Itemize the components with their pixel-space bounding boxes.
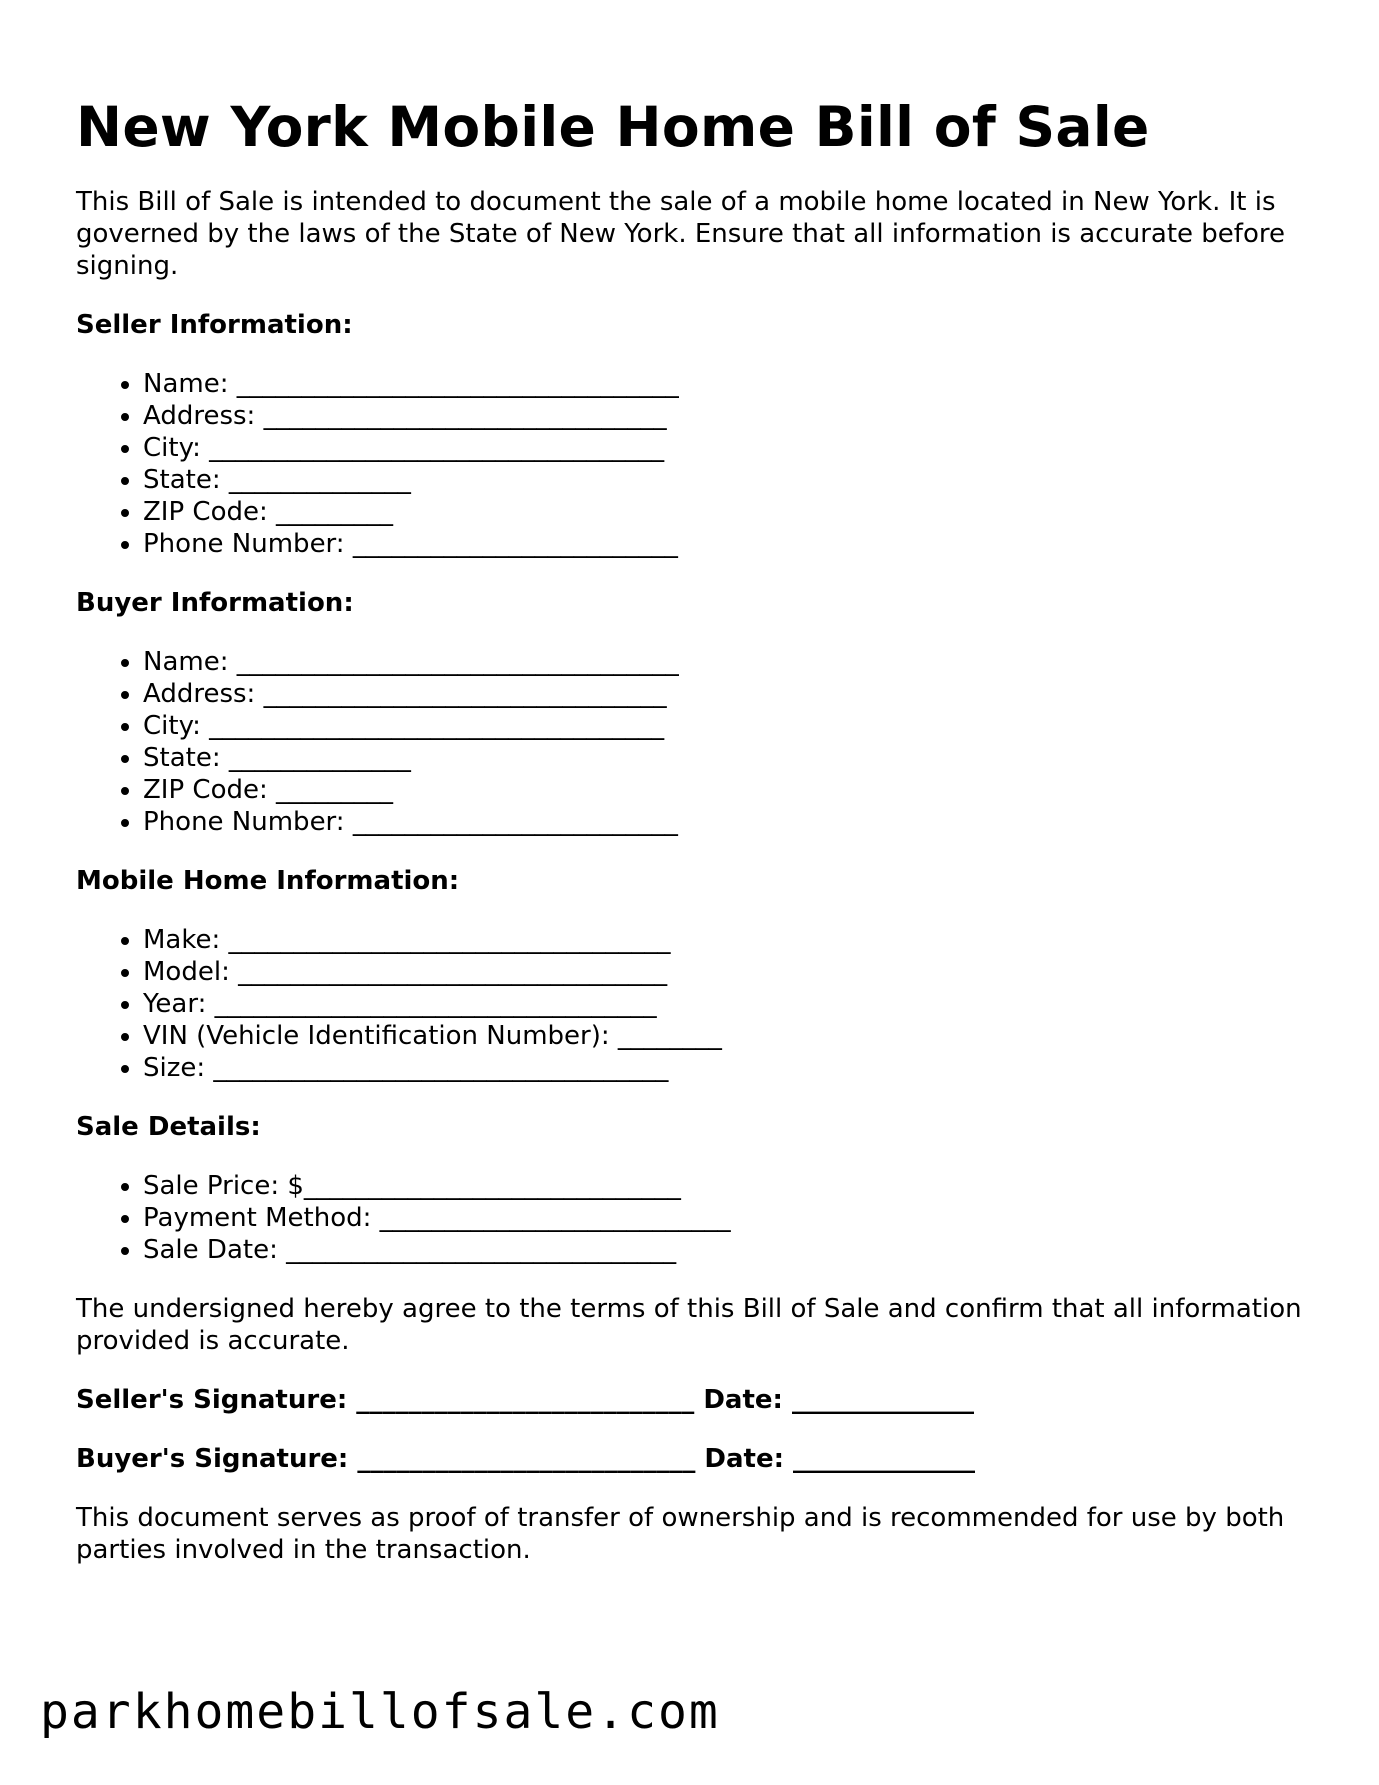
- sale-price-field: • Sale Price: $_____________________________: [143, 1170, 1306, 1202]
- mobile-home-information-heading: Mobile Home Information:: [76, 866, 460, 896]
- seller-phone-field: • Phone Number: _________________________: [143, 528, 1306, 560]
- buyer-fields-list: [76, 646, 1306, 838]
- buyer-information-heading: Buyer Information:: [76, 588, 354, 618]
- closing-paragraph: This document serves as proof of transfer of ownership and is recommended for use by both parties involved in the transaction.: [76, 1503, 1285, 1565]
- seller-state-field: • State: ______________: [143, 464, 1306, 496]
- seller-address-field: • Address: _______________________________: [143, 400, 1306, 432]
- buyer-phone-field: • Phone Number: _________________________: [143, 806, 1306, 838]
- sale-details-heading: Sale Details:: [76, 1112, 261, 1142]
- buyer-name-field: • Name: __________________________________: [143, 646, 1306, 678]
- seller-name-field: • Name: __________________________________: [143, 368, 1306, 400]
- seller-zip-field: • ZIP Code: _________: [143, 496, 1306, 528]
- sale-details-fields-list: [76, 1170, 1306, 1266]
- buyer-state-field: • State: ______________: [143, 742, 1306, 774]
- buyer-signature-line: Buyer's Signature: __________________________ Date: ______________: [76, 1444, 976, 1474]
- mobile-home-year-field: • Year: __________________________________: [143, 988, 1306, 1020]
- mobile-home-fields-list: [76, 924, 1306, 1084]
- site-watermark: parkhomebillofsale.com: [40, 1684, 720, 1740]
- mobile-home-make-field: • Make: __________________________________: [143, 924, 1306, 956]
- seller-signature-line: Seller's Signature: __________________________ Date: ______________: [76, 1385, 974, 1415]
- agreement-paragraph: The undersigned hereby agree to the terms of this Bill of Sale and confirm that all information provided is accurate.: [76, 1294, 1302, 1356]
- buyer-city-field: • City: ___________________________________: [143, 710, 1306, 742]
- payment-method-field: • Payment Method: ___________________________: [143, 1202, 1306, 1234]
- document-title: New York Mobile Home Bill of Sale: [76, 95, 1150, 159]
- mobile-home-size-field: • Size: ___________________________________: [143, 1052, 1306, 1084]
- seller-information-heading: Seller Information:: [76, 310, 353, 340]
- buyer-address-field: • Address: _______________________________: [143, 678, 1306, 710]
- intro-paragraph: This Bill of Sale is intended to document the sale of a mobile home located in New York. It is governed by the laws of the State of New York. Ensure that all information is accurate before signing.: [76, 187, 1285, 281]
- mobile-home-vin-field: • VIN (Vehicle Identification Number): ________: [143, 1020, 1306, 1052]
- sale-date-field: • Sale Date: ______________________________: [143, 1234, 1306, 1266]
- bill-of-sale-document: [76, 92, 1306, 1566]
- seller-city-field: • City: ___________________________________: [143, 432, 1306, 464]
- seller-fields-list: [76, 368, 1306, 560]
- mobile-home-model-field: • Model: _________________________________: [143, 956, 1306, 988]
- buyer-zip-field: • ZIP Code: _________: [143, 774, 1306, 806]
